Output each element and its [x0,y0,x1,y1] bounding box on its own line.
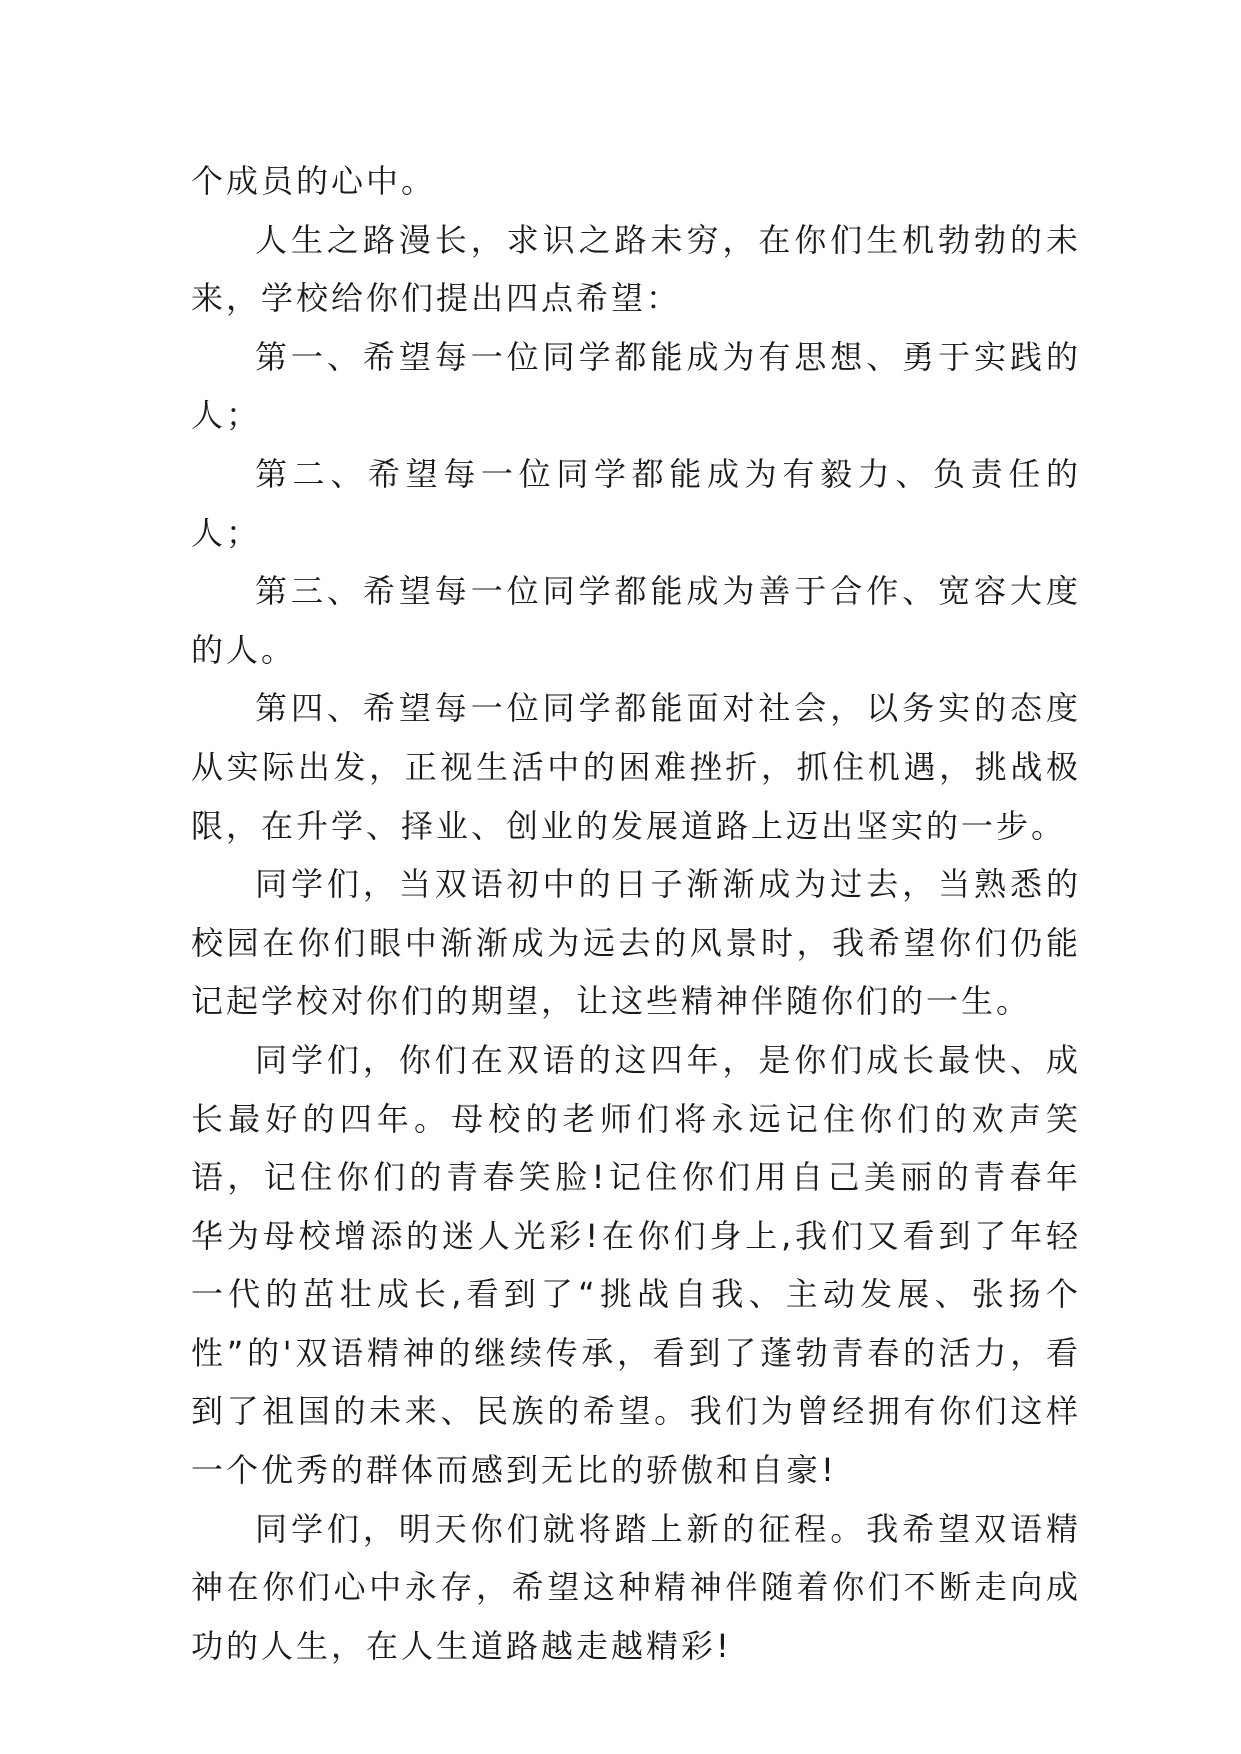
paragraph-continuation: 个成员的心中。 [191,162,437,200]
body-text [191,152,1081,1675]
paragraph-hope-one: 第一、希望每一位同学都能成为有思想、勇于实践的人； [191,337,1081,435]
paragraph-memories: 同学们，当双语初中的日子渐渐成为过去，当熟悉的校园在你们眼中渐渐成为远去的风景时，我希望你们仍能记起学校对你们的期望，让这些精神伴随你们的一生。 [191,865,1081,1021]
paragraph-intro-hopes: 人生之路漫长，求识之路未穷，在你们生机勃勃的未来，学校给你们提出四点希望： [191,220,1081,318]
paragraph-hope-two: 第二、希望每一位同学都能成为有毅力、负责任的人； [191,454,1081,552]
paragraph-hope-three: 第三、希望每一位同学都能成为善于合作、宽容大度的人。 [191,572,1081,669]
paragraph-hope-four: 第四、希望每一位同学都能面对社会，以务实的态度从实际出发，正视生活中的困难挫折，抓住机遇，挑战极限，在升学、择业、创业的发展道路上迈出坚实的一步。 [191,689,1081,845]
paragraph-closing: 同学们，明天你们就将踏上新的征程。我希望双语精神在你们心中永存，希望这种精神伴随着你们不断走向成功的人生，在人生道路越走越精彩! [191,1509,1081,1665]
paragraph-four-years: 同学们，你们在双语的这四年，是你们成长最快、成长最好的四年。母校的老师们将永远记住你们的欢声笑语，记住你们的青春笑脸!记住你们用自己美丽的青春年华为母校增添的迷人光彩!在你们身上,我们又看到了年轻一代的茁壮成长,看到了“挑战自我、主动发展、张扬个性”的'双语精神的继续传承，看到了蓬勃青春的活力，看到了祖国的未来、民族的希望。我们为曾经拥有你们这样一个优秀的群体而感到无比的骄傲和自豪! [191,1040,1081,1490]
